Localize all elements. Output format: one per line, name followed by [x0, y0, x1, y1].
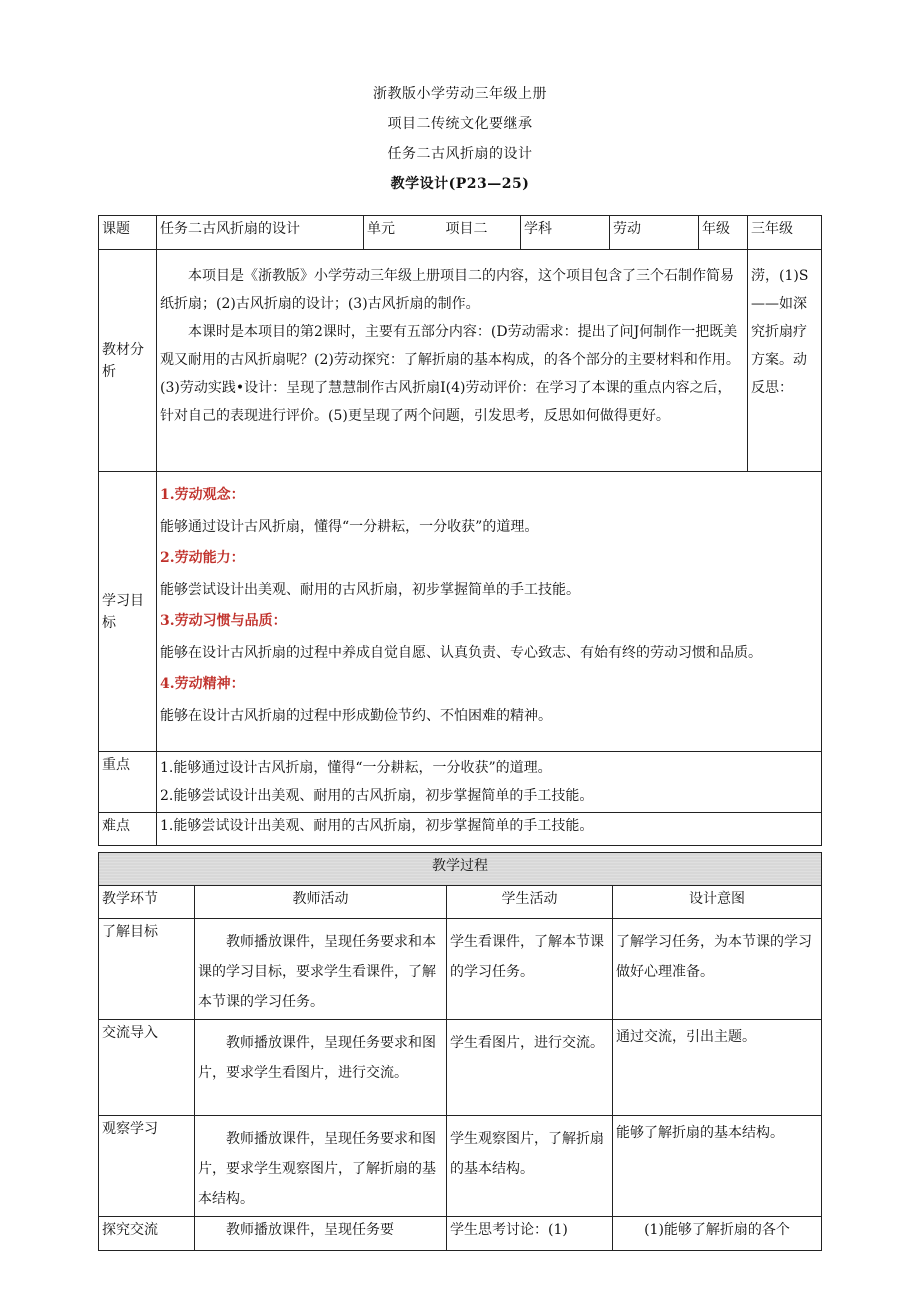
row-stage: 交流导入: [99, 1020, 195, 1116]
objective-text-1: 能够通过设计古风折扇，懂得“一分耕耘，一分收获”的道理。: [160, 518, 539, 535]
objective-text-2: 能够尝试设计出美观、耐用的古风折扇，初步掌握简单的手工技能。: [160, 581, 580, 598]
table-row: [99, 1116, 822, 1217]
difficulty-content: 1.能够尝试设计出美观、耐用的古风折扇，初步掌握简单的手工技能。: [157, 813, 822, 846]
key-points-content: [157, 752, 822, 813]
process-title-row: [99, 853, 822, 886]
row-teacher-text: 教师播放课件，呈现任务要: [226, 1222, 394, 1238]
table-row: [99, 1217, 822, 1251]
header-stage: 教学环节: [99, 886, 195, 919]
key-point-1: 1.能够通过设计古风折扇，懂得“一分耕耘，一分收获”的道理。: [160, 760, 552, 776]
objectives-content: [157, 472, 822, 752]
objective-heading-4: 4.劳动精神：: [160, 676, 245, 692]
process-title: 教学过程: [99, 853, 822, 886]
row-teacher-text: 教师播放课件，呈现任务要求和本课的学习目标，要求学生看课件，了解本节课的学习任务。: [198, 934, 436, 1010]
objective-heading-2: 2.劳动能力：: [160, 550, 245, 566]
table-row: [99, 919, 822, 1020]
row-teacher: [195, 919, 447, 1020]
row-stage: 观察学习: [99, 1116, 195, 1217]
difficulty-row: [99, 813, 822, 846]
unit-value: 项目二: [445, 221, 488, 237]
row-teacher-text: 教师播放课件，呈现任务要求和图片，要求学生观察图片，了解折扇的基本结构。: [198, 1131, 436, 1207]
title-line-4: 教学设计(P23—25): [390, 176, 530, 192]
row-intent: 了解学习任务，为本节课的学习做好心理准备。: [613, 919, 822, 1020]
key-points-label: 重点: [99, 752, 157, 813]
analysis-side: 涝，(1)S——如深究折扇疗方案。动反思：: [748, 250, 822, 472]
title-line-3: 任务二古风折扇的设计: [387, 146, 533, 162]
objective-heading-1: 1.劳动观念：: [160, 487, 245, 503]
row-student: 学生看课件，了解本节课的学习任务。: [447, 919, 613, 1020]
header-intent: 设计意图: [613, 886, 822, 919]
row-intent: 能够了解折扇的基本结构。: [613, 1116, 822, 1217]
analysis-paragraph-1: 本项目是《浙教版》小学劳动三年级上册项目二的内容，这个项目包含了三个石制作简易纸折扇；(2)古风折扇的设计；(3)古风折扇的制作。: [160, 268, 734, 312]
row-student: 学生思考讨论：(1): [447, 1217, 613, 1251]
analysis-label: 教材分析: [99, 250, 157, 472]
row-teacher: [195, 1217, 447, 1251]
analysis-content: [157, 250, 748, 472]
row-intent: 通过交流，引出主题。: [613, 1020, 822, 1116]
objectives-label: 学习目标: [99, 472, 157, 752]
teaching-process-table: [98, 852, 822, 1251]
topic-value: 任务二古风折扇的设计: [157, 216, 364, 250]
objectives-row: [99, 472, 822, 752]
row-student: 学生看图片，进行交流。: [447, 1020, 613, 1116]
course-info-table: [98, 215, 822, 846]
topic-label: 课题: [99, 216, 157, 250]
info-row: [99, 216, 822, 250]
objective-text-4: 能够在设计古风折扇的过程中形成勤俭节约、不怕困难的精神。: [160, 707, 552, 724]
row-student: 学生观察图片，了解折扇的基本结构。: [447, 1116, 613, 1217]
difficulty-label: 难点: [99, 813, 157, 846]
row-teacher-text: 教师播放课件，呈现任务要求和图片，要求学生看图片，进行交流。: [198, 1035, 436, 1081]
header-teacher: 教师活动: [195, 886, 447, 919]
table-row: [99, 1020, 822, 1116]
subject-label: 学科: [521, 216, 610, 250]
objective-heading-3: 3.劳动习惯与品质：: [160, 613, 287, 629]
row-stage: 了解目标: [99, 919, 195, 1020]
row-intent: (1)能够了解折扇的各个: [613, 1217, 822, 1251]
document-titles: [0, 86, 920, 206]
row-stage: 探究交流: [99, 1217, 195, 1251]
key-points-row: [99, 752, 822, 813]
subject-value: 劳动: [610, 216, 699, 250]
analysis-row: [99, 250, 822, 472]
header-student: 学生活动: [447, 886, 613, 919]
unit-label: 单元: [367, 221, 395, 237]
objective-text-3: 能够在设计古风折扇的过程中养成自觉自愿、认真负责、专心致志、有始有终的劳动习惯和品质。: [160, 644, 762, 661]
analysis-paragraph-2: 本课时是本项目的第2课时，主要有五部分内容：(D劳动需求：提出了问J何制作一把既美观又耐用的古风折扇呢？(2)劳动探究：了解折扇的基本构成，的各个部分的主要材料和作用。(3)劳动实践•设计：呈现了慧慧制作古风折扇I(4)劳动评价：在学习了本课的重点内容之后，针对自己的表现进行评价。(5)更呈现了两个问题，引发思考，反思如何做得更好。: [160, 324, 740, 424]
key-point-2: 2.能够尝试设计出美观、耐用的古风折扇，初步掌握简单的手工技能。: [160, 788, 594, 804]
title-line-1: 浙教版小学劳动三年级上册: [373, 86, 547, 102]
grade-label: 年级: [699, 216, 748, 250]
grade-value: 三年级: [748, 216, 822, 250]
process-header-row: [99, 886, 822, 919]
title-line-2: 项目二传统文化要继承: [387, 116, 533, 132]
row-teacher: [195, 1020, 447, 1116]
unit-cell: [364, 216, 521, 250]
row-teacher: [195, 1116, 447, 1217]
